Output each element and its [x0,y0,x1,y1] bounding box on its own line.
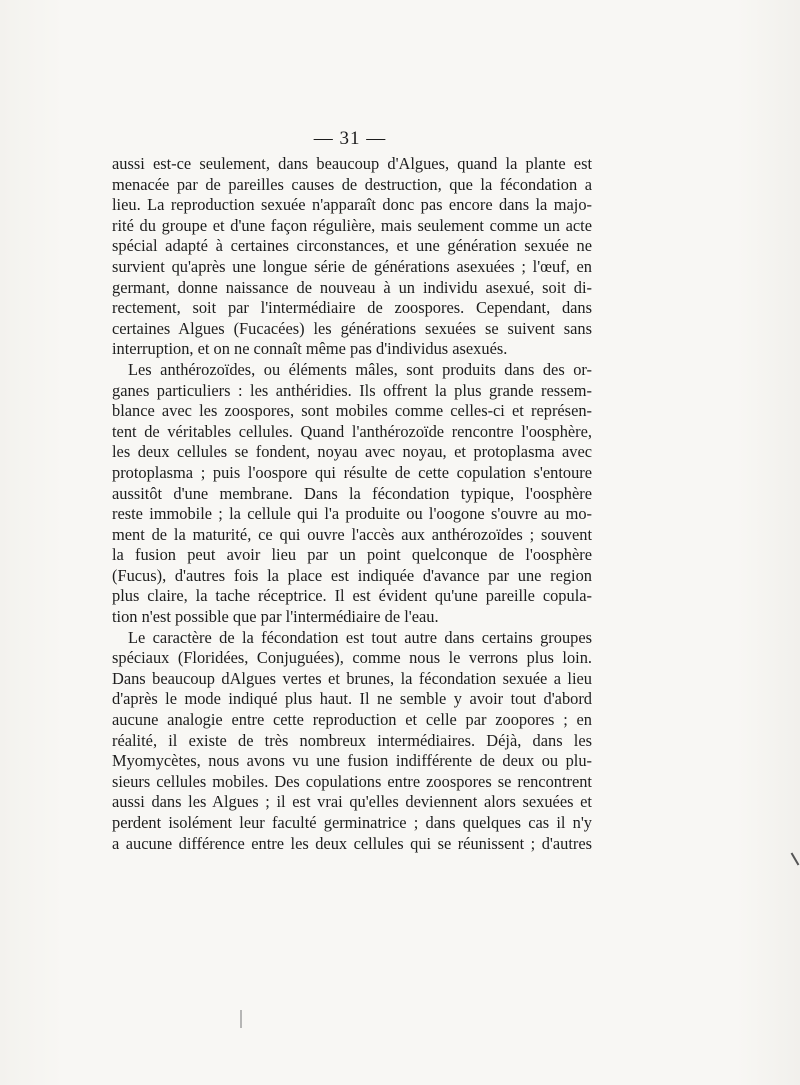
text-line: plus claire, la tache réceptrice. Il est évident qu'une pareille copula- [112,586,592,606]
text-line: aussi dans les Algues ; il est vrai qu'elles deviennent alors sexuées et [112,792,592,812]
text-line: (Fucus), d'autres fois la place est indiquée d'avance par une region [112,565,592,585]
page-number: — 31 — [313,128,387,149]
text-line: tion n'est possible que par l'intermédiaire de l'eau. [112,607,439,627]
text-line: la fusion peut avoir lieu par un point quelconque de l'oosphère [112,545,592,565]
text-line: blance avec les zoospores, sont mobiles comme celles-ci et représen- [112,401,592,421]
text-line: interruption, et on ne connaît même pas d'individus asexués. [112,339,508,359]
page-edge-mark [791,852,800,865]
text-line: Dans beaucoup dAlgues vertes et brunes, la fécondation sexuée a lieu [112,668,592,688]
text-line: certaines Algues (Fucacées) les générations sexuées se suivent sans [112,318,592,338]
text-line: Le caractère de la fécondation est tout autre dans certains groupes [128,627,592,647]
body-text [112,154,592,854]
text-line: d'après le mode indiqué plus haut. Il ne semble y avoir tout d'abord [112,689,592,709]
text-line: ment de la maturité, ce qui ouvre l'accès aux anthérozoïdes ; souvent [112,524,592,544]
text-line: spécial adapté à certaines circonstances, et une génération sexuée ne [112,236,592,256]
text-line: lieu. La reproduction sexuée n'apparaît donc pas encore dans la majo- [112,195,592,215]
text-line: a aucune différence entre les deux cellules qui se réunissent ; d'autres [112,833,592,853]
text-line: protoplasma ; puis l'oospore qui résulte de cette copulation s'entoure [112,462,592,482]
text-line: survient qu'après une longue série de générations asexuées ; l'œuf, en [112,256,592,276]
text-line: perdent isolément leur faculté germinatrice ; dans quelques cas il n'y [112,813,592,832]
text-line: spéciaux (Floridées, Conjuguées), comme nous le verrons plus loin. [112,648,592,668]
text-line: aussitôt d'une membrane. Dans la fécondation typique, l'oosphère [112,483,592,503]
text-line: rité du groupe et d'une façon régulière, mais seulement comme un acte [112,215,592,235]
text-line: réalité, il existe de très nombreux intermédiaires. Déjà, dans les [112,730,592,750]
text-line: Les anthérozoïdes, ou éléments mâles, sont produits dans des or- [128,359,592,379]
text-line: aussi est-ce seulement, dans beaucoup d'Algues, quand la plante est [112,154,592,173]
text-line: rectement, soit par l'intermédiaire de zoospores. Cependant, dans [112,298,592,318]
text-line: menacée par de pareilles causes de destruction, que la fécondation a [112,174,592,194]
text-line: germant, donne naissance de nouveau à un individu asexué, soit di- [112,277,592,297]
text-line: les deux cellules se fondent, noyau avec noyau, et protoplasma avec [112,442,592,462]
scan-speck [240,1010,242,1028]
text-line: aucune analogie entre cette reproduction et celle par zoopores ; en [112,710,592,730]
text-line: Myomycètes, nous avons vu une fusion indifférente de deux ou plu- [112,751,592,771]
text-line: sieurs cellules mobiles. Des copulations entre zoospores se rencontrent [112,771,592,791]
text-line: reste immobile ; la cellule qui l'a produite ou l'oogone s'ouvre au mo- [112,504,592,524]
text-line: tent de véritables cellules. Quand l'anthérozoïde rencontre l'oosphère, [112,421,592,441]
text-line: ganes particuliers : les anthéridies. Ils offrent la plus grande ressem- [112,380,592,400]
